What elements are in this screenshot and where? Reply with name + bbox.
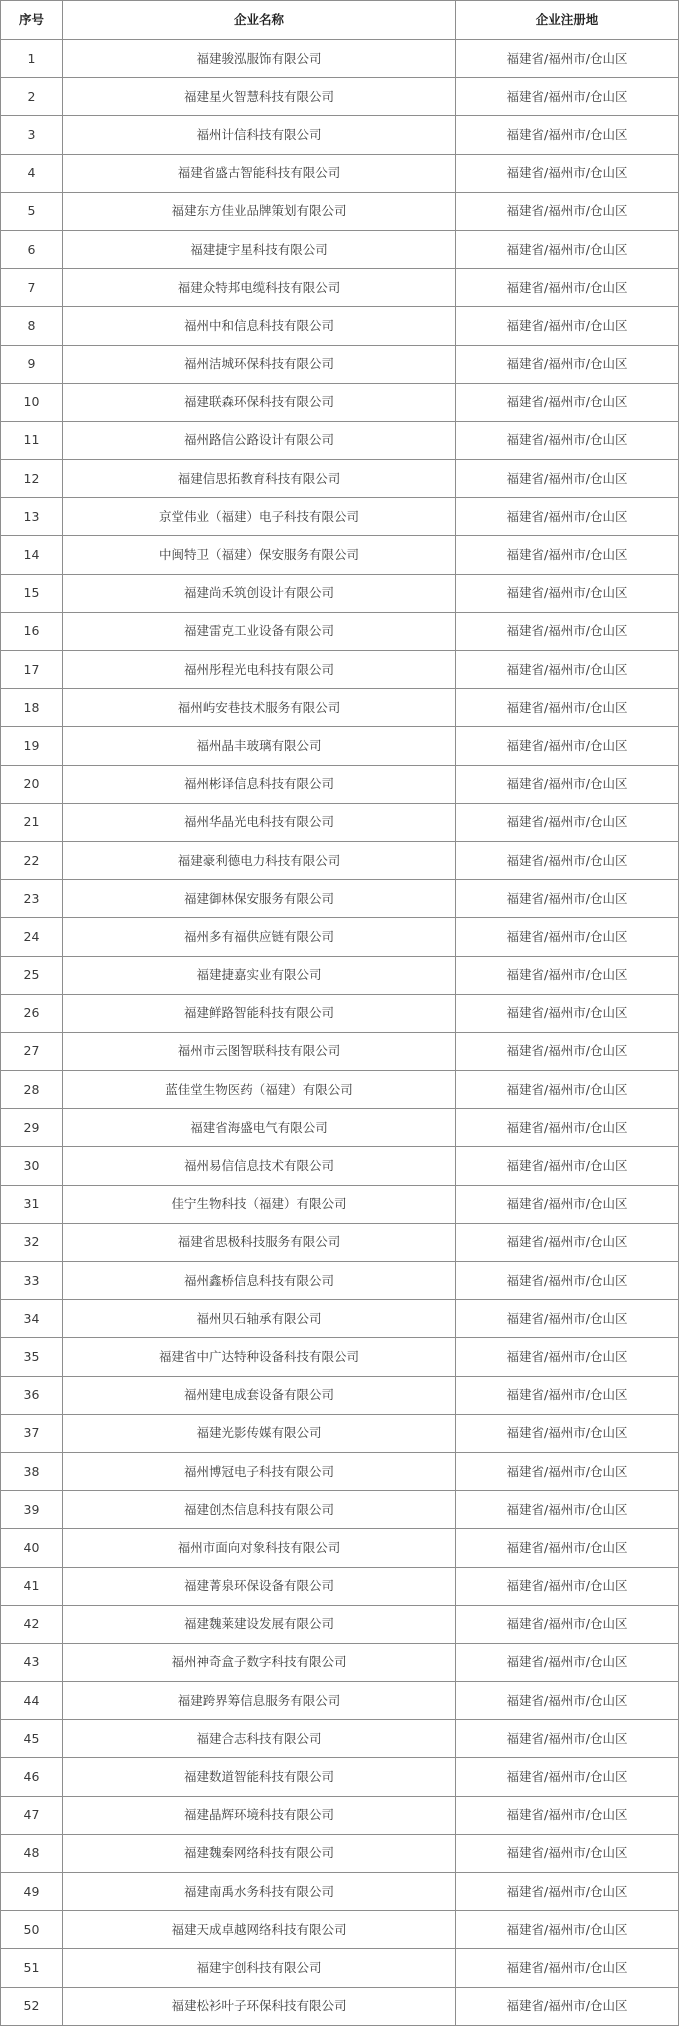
serial-number-cell: 34 — [1, 1300, 63, 1338]
company-name-cell: 福建南禹水务科技有限公司 — [63, 1873, 456, 1911]
table-row — [1, 1452, 679, 1490]
company-name-cell: 福州彤程光电科技有限公司 — [63, 651, 456, 689]
registration-place-cell: 福建省/福州市/仓山区 — [456, 1911, 679, 1949]
serial-number-cell: 37 — [1, 1414, 63, 1452]
serial-number-cell: 14 — [1, 536, 63, 574]
serial-number-cell: 29 — [1, 1109, 63, 1147]
registration-place-cell: 福建省/福州市/仓山区 — [456, 1720, 679, 1758]
serial-number-cell: 40 — [1, 1529, 63, 1567]
company-name-cell: 中闽特卫（福建）保安服务有限公司 — [63, 536, 456, 574]
registration-place-cell: 福建省/福州市/仓山区 — [456, 1262, 679, 1300]
company-name-cell: 福建御林保安服务有限公司 — [63, 880, 456, 918]
registration-place-cell: 福建省/福州市/仓山区 — [456, 1643, 679, 1681]
registration-place-cell: 福建省/福州市/仓山区 — [456, 1873, 679, 1911]
company-name-cell: 福建联森环保科技有限公司 — [63, 383, 456, 421]
table-row — [1, 1147, 679, 1185]
registration-place-cell: 福建省/福州市/仓山区 — [456, 1109, 679, 1147]
company-name-cell: 福建尚禾筑创设计有限公司 — [63, 574, 456, 612]
table-row — [1, 1796, 679, 1834]
table-row — [1, 1949, 679, 1987]
serial-number-cell: 21 — [1, 803, 63, 841]
company-name-cell: 福建省思极科技服务有限公司 — [63, 1223, 456, 1261]
company-name-cell: 福建跨界筹信息服务有限公司 — [63, 1682, 456, 1720]
serial-number-cell: 24 — [1, 918, 63, 956]
registration-place-cell: 福建省/福州市/仓山区 — [456, 1452, 679, 1490]
registration-place-cell: 福建省/福州市/仓山区 — [456, 345, 679, 383]
registration-place-cell: 福建省/福州市/仓山区 — [456, 880, 679, 918]
table-row — [1, 803, 679, 841]
serial-number-cell: 46 — [1, 1758, 63, 1796]
serial-number-cell: 25 — [1, 956, 63, 994]
registration-place-cell: 福建省/福州市/仓山区 — [456, 1414, 679, 1452]
table-row — [1, 40, 679, 78]
table-row — [1, 1338, 679, 1376]
company-name-cell: 福州多有福供应链有限公司 — [63, 918, 456, 956]
table-row — [1, 1071, 679, 1109]
company-name-cell: 福州鑫桥信息科技有限公司 — [63, 1262, 456, 1300]
registration-place-cell: 福建省/福州市/仓山区 — [456, 1758, 679, 1796]
registration-place-cell: 福建省/福州市/仓山区 — [456, 765, 679, 803]
registration-place-cell: 福建省/福州市/仓山区 — [456, 803, 679, 841]
serial-number-cell: 20 — [1, 765, 63, 803]
table-row — [1, 1185, 679, 1223]
table-row — [1, 1682, 679, 1720]
table-row — [1, 1109, 679, 1147]
serial-number-cell: 48 — [1, 1834, 63, 1872]
table-row — [1, 1491, 679, 1529]
serial-number-cell: 13 — [1, 498, 63, 536]
company-name-cell: 福建省盛古智能科技有限公司 — [63, 154, 456, 192]
company-name-cell: 福州神奇盒子数字科技有限公司 — [63, 1643, 456, 1681]
registration-place-cell: 福建省/福州市/仓山区 — [456, 1529, 679, 1567]
table-row — [1, 383, 679, 421]
serial-number-cell: 43 — [1, 1643, 63, 1681]
registration-place-cell: 福建省/福州市/仓山区 — [456, 1223, 679, 1261]
registration-place-cell: 福建省/福州市/仓山区 — [456, 1032, 679, 1070]
registration-place-cell: 福建省/福州市/仓山区 — [456, 574, 679, 612]
company-name-cell: 蓝佳堂生物医药（福建）有限公司 — [63, 1071, 456, 1109]
company-name-cell: 福州晶丰玻璃有限公司 — [63, 727, 456, 765]
table-row — [1, 689, 679, 727]
table-body — [1, 40, 679, 2026]
table-row — [1, 651, 679, 689]
serial-number-cell: 9 — [1, 345, 63, 383]
company-name-cell: 福州贝石轴承有限公司 — [63, 1300, 456, 1338]
table-row — [1, 765, 679, 803]
registration-place-cell: 福建省/福州市/仓山区 — [456, 1605, 679, 1643]
company-name-cell: 福建合志科技有限公司 — [63, 1720, 456, 1758]
serial-number-cell: 49 — [1, 1873, 63, 1911]
table-row — [1, 1376, 679, 1414]
registration-place-cell: 福建省/福州市/仓山区 — [456, 612, 679, 650]
header-company-name: 企业名称 — [63, 1, 456, 40]
company-name-cell: 福州洁城环保科技有限公司 — [63, 345, 456, 383]
company-name-cell: 福建宇创科技有限公司 — [63, 1949, 456, 1987]
registration-place-cell: 福建省/福州市/仓山区 — [456, 1949, 679, 1987]
serial-number-cell: 1 — [1, 40, 63, 78]
serial-number-cell: 6 — [1, 230, 63, 268]
serial-number-cell: 36 — [1, 1376, 63, 1414]
serial-number-cell: 50 — [1, 1911, 63, 1949]
serial-number-cell: 7 — [1, 269, 63, 307]
serial-number-cell: 27 — [1, 1032, 63, 1070]
company-name-cell: 福州中和信息科技有限公司 — [63, 307, 456, 345]
serial-number-cell: 2 — [1, 78, 63, 116]
table-row — [1, 956, 679, 994]
serial-number-cell: 18 — [1, 689, 63, 727]
registration-place-cell: 福建省/福州市/仓山区 — [456, 1796, 679, 1834]
table-row — [1, 498, 679, 536]
company-name-cell: 福州市面向对象科技有限公司 — [63, 1529, 456, 1567]
registration-place-cell: 福建省/福州市/仓山区 — [456, 1491, 679, 1529]
serial-number-cell: 39 — [1, 1491, 63, 1529]
company-name-cell: 京堂伟业（福建）电子科技有限公司 — [63, 498, 456, 536]
serial-number-cell: 26 — [1, 994, 63, 1032]
table-row — [1, 1032, 679, 1070]
table-row — [1, 880, 679, 918]
registration-place-cell: 福建省/福州市/仓山区 — [456, 1376, 679, 1414]
company-name-cell: 福州易信信息技术有限公司 — [63, 1147, 456, 1185]
company-name-cell: 福州彬译信息科技有限公司 — [63, 765, 456, 803]
serial-number-cell: 41 — [1, 1567, 63, 1605]
serial-number-cell: 8 — [1, 307, 63, 345]
table-row — [1, 1643, 679, 1681]
registration-place-cell: 福建省/福州市/仓山区 — [456, 841, 679, 879]
table-row — [1, 460, 679, 498]
company-name-cell: 福建创杰信息科技有限公司 — [63, 1491, 456, 1529]
company-name-cell: 福建雷克工业设备有限公司 — [63, 612, 456, 650]
table-row — [1, 1300, 679, 1338]
table-row — [1, 1223, 679, 1261]
registration-place-cell: 福建省/福州市/仓山区 — [456, 1147, 679, 1185]
registration-place-cell: 福建省/福州市/仓山区 — [456, 383, 679, 421]
company-name-cell: 福州计信科技有限公司 — [63, 116, 456, 154]
serial-number-cell: 15 — [1, 574, 63, 612]
table-row — [1, 421, 679, 459]
registration-place-cell: 福建省/福州市/仓山区 — [456, 1300, 679, 1338]
serial-number-cell: 28 — [1, 1071, 63, 1109]
registration-place-cell: 福建省/福州市/仓山区 — [456, 230, 679, 268]
registration-place-cell: 福建省/福州市/仓山区 — [456, 536, 679, 574]
registration-place-cell: 福建省/福州市/仓山区 — [456, 116, 679, 154]
serial-number-cell: 31 — [1, 1185, 63, 1223]
serial-number-cell: 30 — [1, 1147, 63, 1185]
table-row — [1, 154, 679, 192]
serial-number-cell: 33 — [1, 1262, 63, 1300]
header-row — [1, 1, 679, 40]
company-name-cell: 福建捷宇星科技有限公司 — [63, 230, 456, 268]
serial-number-cell: 4 — [1, 154, 63, 192]
table-row — [1, 1911, 679, 1949]
serial-number-cell: 19 — [1, 727, 63, 765]
registration-place-cell: 福建省/福州市/仓山区 — [456, 192, 679, 230]
registration-place-cell: 福建省/福州市/仓山区 — [456, 1834, 679, 1872]
table-row — [1, 1414, 679, 1452]
registration-place-cell: 福建省/福州市/仓山区 — [456, 460, 679, 498]
registration-place-cell: 福建省/福州市/仓山区 — [456, 269, 679, 307]
registration-place-cell: 福建省/福州市/仓山区 — [456, 154, 679, 192]
table-row — [1, 192, 679, 230]
company-name-cell: 福建星火智慧科技有限公司 — [63, 78, 456, 116]
table-row — [1, 78, 679, 116]
company-name-cell: 福州建电成套设备有限公司 — [63, 1376, 456, 1414]
registration-place-cell: 福建省/福州市/仓山区 — [456, 307, 679, 345]
table-row — [1, 1873, 679, 1911]
registration-place-cell: 福建省/福州市/仓山区 — [456, 421, 679, 459]
table-row — [1, 574, 679, 612]
serial-number-cell: 3 — [1, 116, 63, 154]
company-name-cell: 福州市云图智联科技有限公司 — [63, 1032, 456, 1070]
serial-number-cell: 47 — [1, 1796, 63, 1834]
registration-place-cell: 福建省/福州市/仓山区 — [456, 1185, 679, 1223]
company-name-cell: 福州博冠电子科技有限公司 — [63, 1452, 456, 1490]
table-row — [1, 345, 679, 383]
registration-place-cell: 福建省/福州市/仓山区 — [456, 78, 679, 116]
serial-number-cell: 38 — [1, 1452, 63, 1490]
registration-place-cell: 福建省/福州市/仓山区 — [456, 1567, 679, 1605]
serial-number-cell: 44 — [1, 1682, 63, 1720]
company-name-cell: 福建鲜路智能科技有限公司 — [63, 994, 456, 1032]
serial-number-cell: 45 — [1, 1720, 63, 1758]
company-name-cell: 福建魏莱建设发展有限公司 — [63, 1605, 456, 1643]
company-name-cell: 福建骏泓服饰有限公司 — [63, 40, 456, 78]
table-row — [1, 918, 679, 956]
registration-place-cell: 福建省/福州市/仓山区 — [456, 651, 679, 689]
serial-number-cell: 42 — [1, 1605, 63, 1643]
table-row — [1, 1758, 679, 1796]
table-row — [1, 994, 679, 1032]
table-row — [1, 1834, 679, 1872]
table-row — [1, 841, 679, 879]
company-name-cell: 福州屿安巷技术服务有限公司 — [63, 689, 456, 727]
company-name-cell: 福建光影传媒有限公司 — [63, 1414, 456, 1452]
header-registration-place: 企业注册地 — [456, 1, 679, 40]
company-name-cell: 福建菁泉环保设备有限公司 — [63, 1567, 456, 1605]
table-row — [1, 1720, 679, 1758]
serial-number-cell: 17 — [1, 651, 63, 689]
registration-place-cell: 福建省/福州市/仓山区 — [456, 727, 679, 765]
company-name-cell: 福建捷嘉实业有限公司 — [63, 956, 456, 994]
serial-number-cell: 10 — [1, 383, 63, 421]
registration-place-cell: 福建省/福州市/仓山区 — [456, 956, 679, 994]
table-row — [1, 612, 679, 650]
serial-number-cell: 32 — [1, 1223, 63, 1261]
serial-number-cell: 11 — [1, 421, 63, 459]
header-serial-number: 序号 — [1, 1, 63, 40]
registration-place-cell: 福建省/福州市/仓山区 — [456, 1338, 679, 1376]
table-row — [1, 1567, 679, 1605]
table-row — [1, 727, 679, 765]
table-row — [1, 116, 679, 154]
serial-number-cell: 5 — [1, 192, 63, 230]
company-name-cell: 福州路信公路设计有限公司 — [63, 421, 456, 459]
table-row — [1, 1987, 679, 2025]
serial-number-cell: 22 — [1, 841, 63, 879]
company-name-cell: 福建魏秦网络科技有限公司 — [63, 1834, 456, 1872]
table-row — [1, 1605, 679, 1643]
company-name-cell: 福建天成卓越网络科技有限公司 — [63, 1911, 456, 1949]
table-row — [1, 536, 679, 574]
serial-number-cell: 35 — [1, 1338, 63, 1376]
registration-place-cell: 福建省/福州市/仓山区 — [456, 1987, 679, 2025]
table-row — [1, 230, 679, 268]
registration-place-cell: 福建省/福州市/仓山区 — [456, 1682, 679, 1720]
serial-number-cell: 23 — [1, 880, 63, 918]
table-header — [1, 1, 679, 40]
company-name-cell: 福建松衫叶子环保科技有限公司 — [63, 1987, 456, 2025]
company-name-cell: 福建信思拓教育科技有限公司 — [63, 460, 456, 498]
company-name-cell: 福建东方佳业品牌策划有限公司 — [63, 192, 456, 230]
serial-number-cell: 16 — [1, 612, 63, 650]
serial-number-cell: 12 — [1, 460, 63, 498]
registration-place-cell: 福建省/福州市/仓山区 — [456, 40, 679, 78]
table-row — [1, 269, 679, 307]
company-name-cell: 佳宁生物科技（福建）有限公司 — [63, 1185, 456, 1223]
registration-place-cell: 福建省/福州市/仓山区 — [456, 1071, 679, 1109]
company-name-cell: 福建晶辉环境科技有限公司 — [63, 1796, 456, 1834]
serial-number-cell: 52 — [1, 1987, 63, 2025]
table-row — [1, 1529, 679, 1567]
company-name-cell: 福建省中广达特种设备科技有限公司 — [63, 1338, 456, 1376]
registration-place-cell: 福建省/福州市/仓山区 — [456, 918, 679, 956]
table-row — [1, 307, 679, 345]
company-name-cell: 福州华晶光电科技有限公司 — [63, 803, 456, 841]
serial-number-cell: 51 — [1, 1949, 63, 1987]
company-name-cell: 福建省海盛电气有限公司 — [63, 1109, 456, 1147]
registration-place-cell: 福建省/福州市/仓山区 — [456, 689, 679, 727]
company-name-cell: 福建豪利德电力科技有限公司 — [63, 841, 456, 879]
table-row — [1, 1262, 679, 1300]
company-name-cell: 福建数道智能科技有限公司 — [63, 1758, 456, 1796]
company-name-cell: 福建众特邦电缆科技有限公司 — [63, 269, 456, 307]
registration-place-cell: 福建省/福州市/仓山区 — [456, 498, 679, 536]
registration-place-cell: 福建省/福州市/仓山区 — [456, 994, 679, 1032]
